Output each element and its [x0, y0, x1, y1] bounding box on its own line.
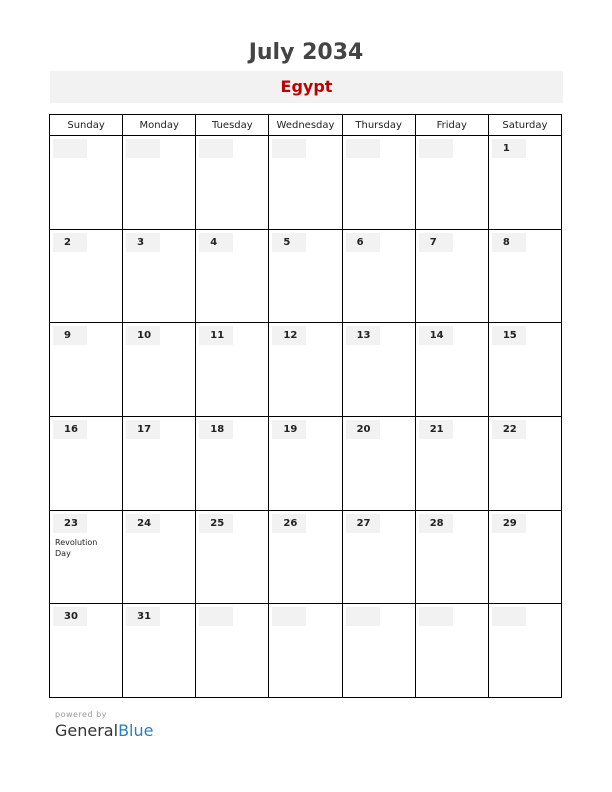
day-number: [346, 139, 380, 158]
holiday-label: Revolution Day: [55, 537, 98, 558]
day-number: 30: [53, 607, 87, 626]
day-cell: [50, 229, 123, 323]
day-cell: [123, 604, 196, 698]
day-number: 26: [272, 514, 306, 533]
day-cell: [123, 510, 196, 604]
day-cell: [488, 136, 561, 230]
day-number: 27: [346, 514, 380, 533]
day-cell: [269, 229, 342, 323]
day-cell: [415, 323, 488, 417]
week-row: [50, 136, 562, 230]
day-cell: [488, 229, 561, 323]
day-number: 7: [419, 233, 453, 252]
day-number: 10: [126, 326, 160, 345]
day-number: 21: [419, 420, 453, 439]
day-cell: [415, 229, 488, 323]
week-row: [50, 604, 562, 698]
week-row: [50, 510, 562, 604]
weekday-thursday: Thursday: [342, 115, 415, 136]
week-row: [50, 323, 562, 417]
day-number: 25: [199, 514, 233, 533]
day-number: 1: [492, 139, 526, 158]
day-number: [492, 607, 526, 626]
weekday-sunday: Sunday: [50, 115, 123, 136]
calendar-grid: [49, 114, 562, 698]
calendar-body: [50, 136, 562, 698]
day-number: [53, 139, 87, 158]
weekday-header-row: [50, 115, 562, 136]
day-number: 19: [272, 420, 306, 439]
day-cell: [196, 136, 269, 230]
weekday-wednesday: Wednesday: [269, 115, 342, 136]
day-cell: [342, 510, 415, 604]
day-cell: [123, 229, 196, 323]
day-cell: [415, 136, 488, 230]
day-cell: [342, 416, 415, 510]
day-cell: [488, 416, 561, 510]
day-cell: [342, 323, 415, 417]
day-cell: [415, 604, 488, 698]
day-cell: [196, 510, 269, 604]
day-number: 17: [126, 420, 160, 439]
day-number: [419, 607, 453, 626]
day-cell: [342, 229, 415, 323]
day-number: 4: [199, 233, 233, 252]
day-number: [199, 139, 233, 158]
day-cell: [50, 510, 123, 604]
day-number: 15: [492, 326, 526, 345]
day-number: 3: [126, 233, 160, 252]
day-number: 5: [272, 233, 306, 252]
day-cell: [269, 510, 342, 604]
day-cell: [196, 416, 269, 510]
week-row: [50, 416, 562, 510]
day-number: [126, 139, 160, 158]
day-cell: [50, 323, 123, 417]
day-number: 14: [419, 326, 453, 345]
day-number: 13: [346, 326, 380, 345]
month-title: July 2034: [248, 40, 364, 65]
day-cell: [196, 229, 269, 323]
day-cell: [488, 510, 561, 604]
day-number: 6: [346, 233, 380, 252]
day-cell: [269, 604, 342, 698]
day-cell: [342, 604, 415, 698]
day-cell: [488, 323, 561, 417]
day-number: 22: [492, 420, 526, 439]
day-cell: [196, 323, 269, 417]
day-cell: [123, 136, 196, 230]
week-row: [50, 229, 562, 323]
day-cell: [415, 416, 488, 510]
footer: [55, 710, 153, 740]
day-cell: [50, 136, 123, 230]
brand-logo: [55, 721, 153, 740]
day-number: 16: [53, 420, 87, 439]
day-number: [199, 607, 233, 626]
day-cell: [269, 136, 342, 230]
day-cell: [415, 510, 488, 604]
brand-blue-text: Blue: [118, 721, 154, 740]
weekday-friday: Friday: [415, 115, 488, 136]
weekday-monday: Monday: [123, 115, 196, 136]
day-cell: [123, 416, 196, 510]
day-number: 23: [53, 514, 87, 533]
country-banner: [50, 71, 563, 103]
day-number: [272, 139, 306, 158]
weekday-tuesday: Tuesday: [196, 115, 269, 136]
day-number: [272, 607, 306, 626]
day-number: 31: [126, 607, 160, 626]
day-number: [346, 607, 380, 626]
day-cell: [342, 136, 415, 230]
day-number: 9: [53, 326, 87, 345]
day-number: 12: [272, 326, 306, 345]
day-cell: [196, 604, 269, 698]
country-name: Egypt: [280, 77, 333, 96]
day-number: 24: [126, 514, 160, 533]
powered-by-text: powered by: [55, 710, 107, 719]
weekday-saturday: Saturday: [488, 115, 561, 136]
day-number: 18: [199, 420, 233, 439]
day-cell: [50, 416, 123, 510]
day-number: 2: [53, 233, 87, 252]
day-cell: [269, 416, 342, 510]
day-number: 28: [419, 514, 453, 533]
day-cell: [488, 604, 561, 698]
day-number: 8: [492, 233, 526, 252]
day-number: [419, 139, 453, 158]
day-number: 20: [346, 420, 380, 439]
day-cell: [123, 323, 196, 417]
brand-general-text: General: [55, 721, 119, 740]
day-number: 11: [199, 326, 233, 345]
day-cell: [50, 604, 123, 698]
day-cell: [269, 323, 342, 417]
day-number: 29: [492, 514, 526, 533]
